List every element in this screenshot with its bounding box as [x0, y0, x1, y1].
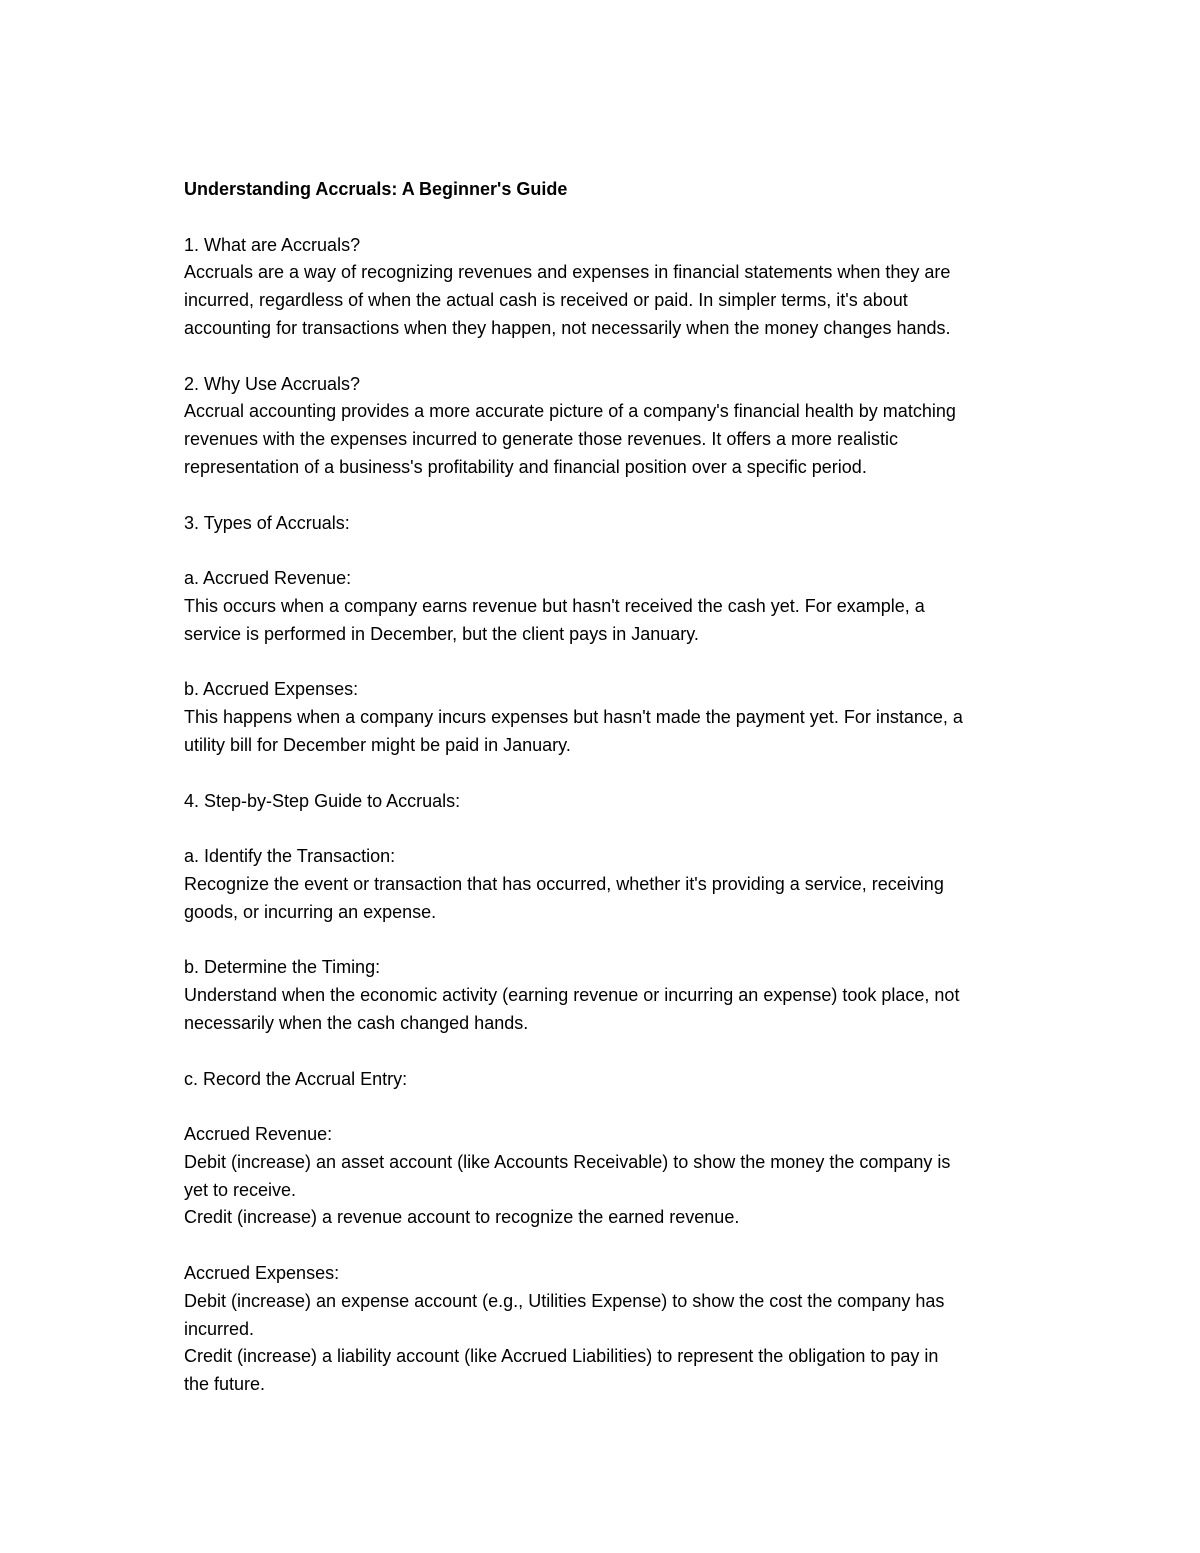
spacer [184, 537, 1034, 565]
section-heading: 4. Step-by-Step Guide to Accruals: [184, 790, 461, 811]
paragraph-line: revenues with the expenses incurred to generate those revenues. It offers a more realistic [184, 429, 899, 450]
paragraph-line: the future. [184, 1374, 266, 1395]
entry-heading: Accrued Expenses: [184, 1263, 340, 1284]
spacer [184, 343, 1034, 371]
document-title: Understanding Accruals: A Beginner's Guide [184, 179, 568, 199]
spacer [184, 204, 1034, 232]
paragraph-line: goods, or incurring an expense. [184, 901, 437, 922]
spacer [184, 815, 1034, 843]
paragraph-line: Recognize the event or transaction that has occurred, whether it's providing a service, receiving [184, 873, 944, 894]
paragraph-line: Accruals are a way of recognizing revenues and expenses in financial statements when they are [184, 262, 951, 283]
spacer [184, 927, 1034, 955]
paragraph-line: Debit (increase) an asset account (like Accounts Receivable) to show the money the company is [184, 1151, 951, 1172]
spacer [184, 1038, 1034, 1066]
paragraph-line: Credit (increase) a revenue account to recognize the earned revenue. [184, 1207, 740, 1228]
paragraph-line: necessarily when the cash changed hands. [184, 1012, 529, 1033]
paragraph-line: Accrual accounting provides a more accurate picture of a company's financial health by matching [184, 401, 956, 422]
section-heading: 3. Types of Accruals: [184, 512, 350, 533]
paragraph-line: Understand when the economic activity (earning revenue or incurring an expense) took place, not [184, 985, 960, 1006]
paragraph-line: Debit (increase) an expense account (e.g., Utilities Expense) to show the cost the company has [184, 1290, 945, 1311]
spacer [184, 1232, 1034, 1260]
spacer [184, 760, 1034, 788]
entry-heading: Accrued Revenue: [184, 1124, 333, 1145]
paragraph-line: incurred. [184, 1318, 255, 1339]
spacer [184, 482, 1034, 510]
document-page [184, 176, 1034, 1399]
paragraph-line: yet to receive. [184, 1179, 297, 1200]
paragraph-line: service is performed in December, but the client pays in January. [184, 623, 699, 644]
paragraph-line: accounting for transactions when they happen, not necessarily when the money changes hands. [184, 317, 951, 338]
spacer [184, 1093, 1034, 1121]
subsection-heading: a. Identify the Transaction: [184, 846, 396, 867]
paragraph-line: This happens when a company incurs expenses but hasn't made the payment yet. For instance, a [184, 707, 963, 728]
spacer [184, 649, 1034, 677]
section-heading: 1. What are Accruals? [184, 234, 361, 255]
paragraph-line: incurred, regardless of when the actual cash is received or paid. In simpler terms, it's about [184, 290, 908, 311]
subsection-heading: b. Accrued Expenses: [184, 679, 359, 700]
subsection-heading: c. Record the Accrual Entry: [184, 1068, 408, 1089]
paragraph-line: utility bill for December might be paid in January. [184, 734, 571, 755]
section-heading: 2. Why Use Accruals? [184, 373, 361, 394]
paragraph-line: Credit (increase) a liability account (like Accrued Liabilities) to represent the obligation to pay in [184, 1346, 939, 1367]
subsection-heading: b. Determine the Timing: [184, 957, 381, 978]
paragraph-line: representation of a business's profitability and financial position over a specific period. [184, 456, 867, 477]
subsection-heading: a. Accrued Revenue: [184, 568, 352, 589]
paragraph-line: This occurs when a company earns revenue but hasn't received the cash yet. For example, a [184, 595, 925, 616]
